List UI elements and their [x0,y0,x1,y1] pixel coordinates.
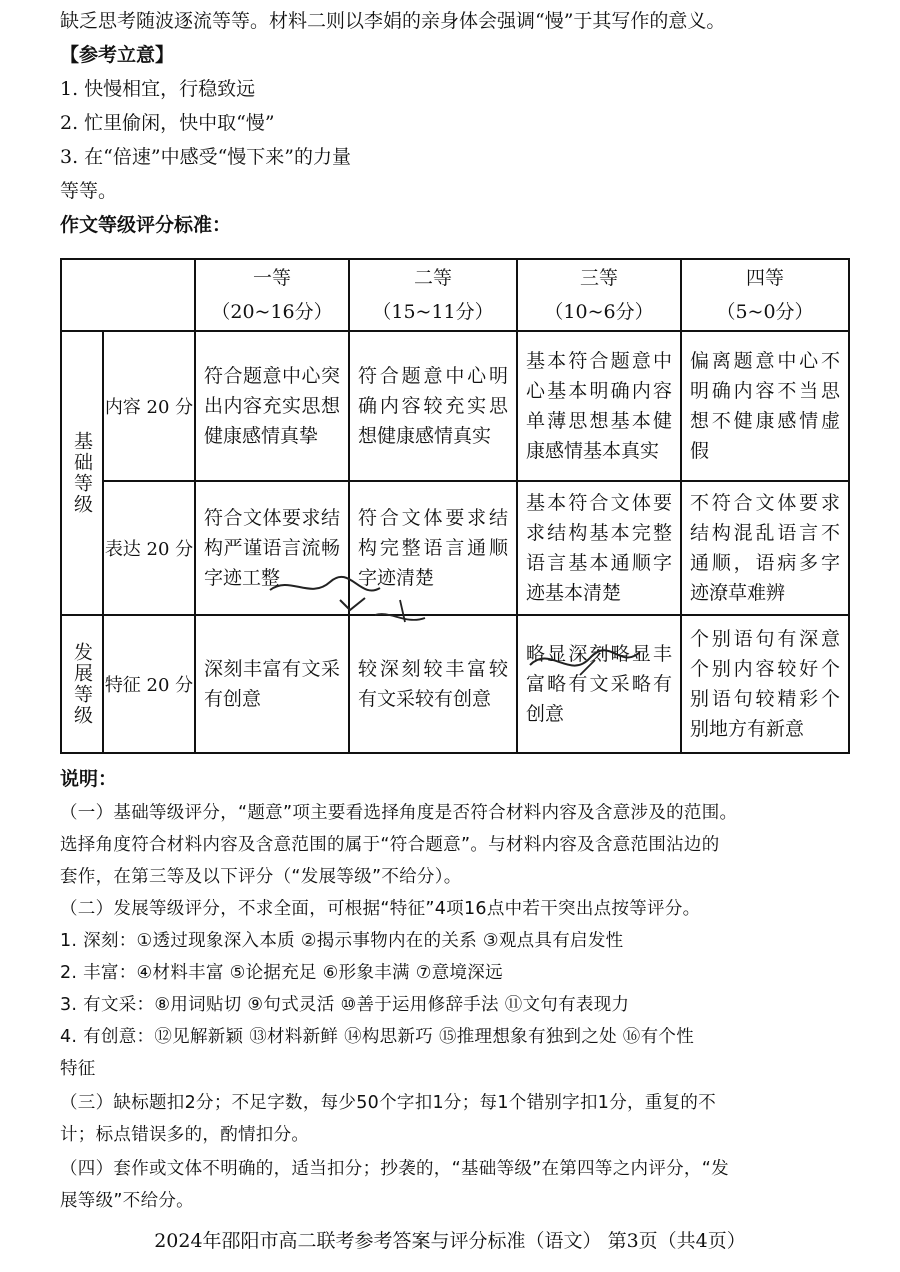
feature-grade-4: 个别语句有深意个别内容较好个别语句较精彩个别地方有新意 [681,615,849,753]
table-row-content [61,331,849,481]
notes-title: 说明： [60,768,118,790]
notes-line: 计；标点错误多的，酌情扣分。 [60,1125,310,1145]
table-row-expression [61,481,849,615]
row-label-feature: 特征 20 分 [103,615,195,753]
notes-line: 4. 有创意：⑫见解新颖 ⑬材料新鲜 ⑭构思新巧 ⑮推理想象有独到之处 ⑯有个性 [60,1027,695,1047]
row-label-expression: 表达 20 分 [103,481,195,615]
intro-line: 缺乏思考随波逐流等等。材料二则以李娟的亲身体会强调“慢”于其写作的意义。 [60,10,726,32]
notes-line: （二）发展等级评分，不求全面，可根据“特征”4项16点中若干突出点按等评分。 [60,899,701,919]
content-grade-2: 符合题意中心明确内容较充实思想健康感情真实 [349,331,517,481]
grading-table [60,258,850,754]
content-grade-3: 基本符合题意中心基本明确内容单薄思想基本健康感情基本真实 [517,331,681,481]
content-grade-4: 偏离题意中心不明确内容不当思想不健康感情虚假 [681,331,849,481]
notes-line: 选择角度符合材料内容及含意范围的属于“符合题意”。与材料内容及含意范围沾边的 [60,835,720,855]
notes-line: （一）基础等级评分，“题意”项主要看选择角度是否符合材料内容及含意涉及的范围。 [60,803,738,823]
grade-range: （10~6分） [544,301,654,323]
header-corner-cell [61,259,195,331]
standard-title: 作文等级评分标准： [60,214,232,236]
notes-line: 2. 丰富：④材料丰富 ⑤论据充足 ⑥形象丰满 ⑦意境深远 [60,963,503,983]
notes-line: 3. 有文采：⑧用词贴切 ⑨句式灵活 ⑩善于运用修辞手法 ⑪文句有表现力 [60,995,630,1015]
grade-range: （15~11分） [372,301,494,323]
content-grade-1: 符合题意中心突出内容充实思想健康感情真挚 [195,331,349,481]
grade-name: 三等 [579,267,618,289]
feature-grade-3: 略显深刻略显丰富略有文采略有创意 [517,615,681,753]
reference-item: 2. 忙里偷闲，快中取“慢” [60,112,275,134]
grade-header-3 [517,259,681,331]
expression-grade-2: 符合文体要求结构完整语言通顺字迹清楚 [349,481,517,615]
develop-level-label: 发展等级 [61,615,103,753]
grade-name: 二等 [413,267,452,289]
grade-name: 一等 [252,267,291,289]
reference-item: 1. 快慢相宜，行稳致远 [60,78,256,100]
table-row-feature [61,615,849,753]
grade-header-row [61,259,849,331]
notes-line: 1. 深刻：①透过现象深入本质 ②揭示事物内在的关系 ③观点具有启发性 [60,931,624,951]
grade-header-4 [681,259,849,331]
reference-etc: 等等。 [60,180,118,202]
notes-line: 展等级”不给分。 [60,1191,194,1211]
expression-grade-4: 不符合文体要求结构混乱语言不通顺，语病多字迹潦草难辨 [681,481,849,615]
grade-range: （5~0分） [716,301,814,323]
expression-grade-3: 基本符合文体要求结构基本完整语言基本通顺字迹基本清楚 [517,481,681,615]
reference-item: 3. 在“倍速”中感受“慢下来”的力量 [60,146,352,168]
notes-line: 套作，在第三等及以下评分（“发展等级”不给分）。 [60,867,462,887]
expression-grade-1: 符合文体要求结构严谨语言流畅字迹工整 [195,481,349,615]
grade-header-2 [349,259,517,331]
feature-grade-1: 深刻丰富有文采有创意 [195,615,349,753]
page-footer: 2024年邵阳市高二联考参考答案与评分标准（语文） 第3页（共4页） [154,1230,746,1252]
notes-line: （三）缺标题扣2分；不足字数，每少50个字扣1分；每1个错别字扣1分，重复的不 [60,1093,717,1113]
grade-range: （20~16分） [211,301,333,323]
reference-heading: 【参考立意】 [60,44,175,66]
basic-level-label: 基础等级 [61,331,103,615]
grade-name: 四等 [745,267,784,289]
row-label-content: 内容 20 分 [103,331,195,481]
notes-line: 特征 [60,1059,96,1079]
grade-header-1 [195,259,349,331]
notes-line: （四）套作或文体不明确的，适当扣分；抄袭的，“基础等级”在第四等之内评分，“发 [60,1159,729,1179]
feature-grade-2: 较深刻较丰富较有文采较有创意 [349,615,517,753]
